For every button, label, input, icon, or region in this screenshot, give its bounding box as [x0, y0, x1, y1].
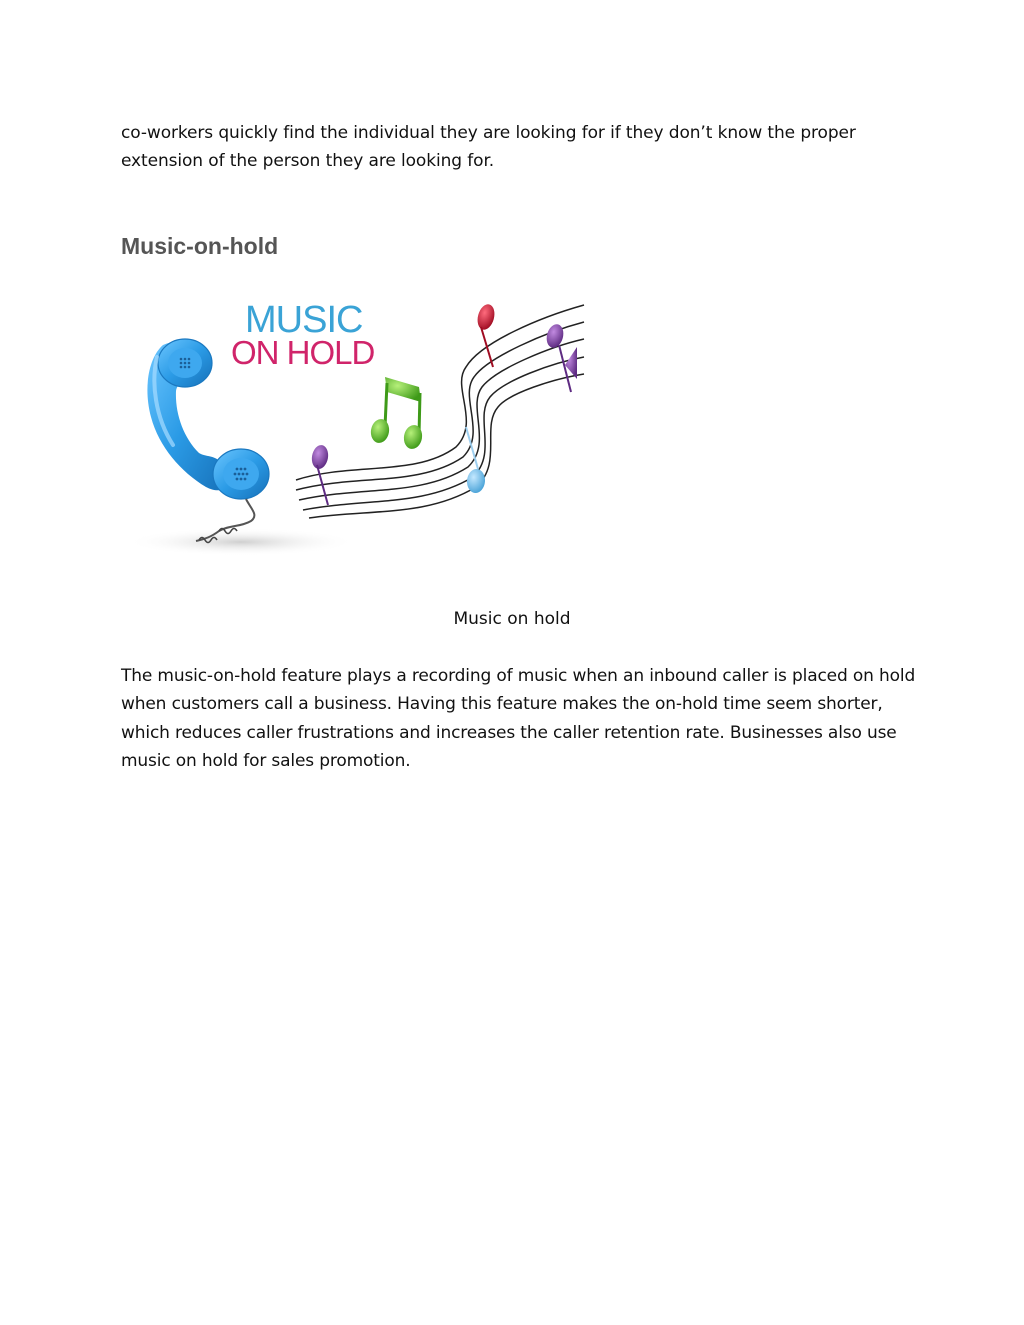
body-line-3: which reduces caller frustrations and increases the caller retention rate. Businesses also use — [121, 722, 897, 743]
intro-line-1: co-workers quickly find the individual they are looking for if they don’t know the proper — [121, 123, 856, 143]
green-notes-icon — [369, 377, 424, 450]
section-heading: Music-on-hold — [121, 233, 279, 259]
music-on-hold-image — [121, 287, 596, 562]
body-paragraph — [121, 662, 916, 775]
logo-on-hold: ON HOLD — [231, 334, 375, 371]
phone-shadow — [126, 528, 356, 556]
intro-line-2: extension of the person they are looking for. — [121, 151, 495, 171]
body-line-4: music on hold for sales promotion. — [121, 750, 411, 771]
body-line-1: The music-on-hold feature plays a recording of music when an inbound caller is placed on hold — [121, 666, 916, 686]
logo-music: MUSIC — [245, 299, 363, 341]
body-line-2: when customers call a business. Having this feature makes the on-hold time seem shorter, — [121, 694, 883, 715]
red-note-icon — [475, 302, 497, 367]
figure-caption: Music on hold — [453, 609, 571, 629]
